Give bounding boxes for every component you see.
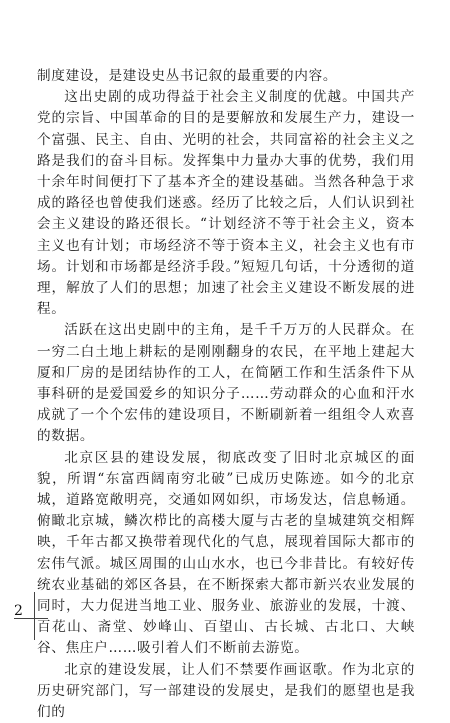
- paragraph-2: 这出史剧的成功得益于社会主义制度的优越。中国共产党的宗旨、中国革命的目的是要解放和发展生产力，建设一个富强、民主、自由、光明的社会，共同富裕的社会主义之路是我们的奋斗目标。发挥集中力量办大事的优势，我们用十余年时间便打下了基本齐全的建设基础。当然各种急于求成的路径也曾使我们迷惑。经历了比较之后，人们认识到社会主义建设的路还很长。“计划经济不等于社会主义，资本主义也有计划；市场经济不等于资本主义，社会主义也有市场。计划和市场都是经济手段。”短短几句话，十分透彻的道理，解放了人们的思想；加速了社会主义建设不断发展的进程。: [37, 89, 415, 318]
- paragraph-1: 制度建设，是建设史丛书记叙的最重要的内容。: [37, 68, 338, 84]
- crop-mark-vertical: [34, 592, 35, 640]
- paragraph-5: 北京的建设发展，让人们不禁要作画讴歌。作为北京的历史研究部门，写一部建设的发展史，是我们的愿望也是我们的: [37, 661, 415, 721]
- body-text: [37, 66, 415, 723]
- paragraph-3: 活跃在这出史剧中的主角，是千千万万的人民群众。在一穷二白土地上耕耘的是刚刚翻身的农民，在平地上建起大厦和厂房的是团结协作的工人，在简陋工作和生活条件下从事科研的是爱国爱乡的知识分子……劳动群众的心血和汗水成就了一个个宏伟的建设项目，不断刷新着一组组令人欢喜的数据。: [37, 322, 415, 445]
- paragraph-4: 北京区县的建设发展，彻底改变了旧时北京城区的面貌，所谓“东富西阔南穷北破”已成历史陈迹。如今的北京城，道路宽敞明亮，交通如网如织，市场发达，信息畅通。俯瞰北京城，鳞次栉比的高楼大厦与古老的皇城建筑交相辉映，千年古都又换带着现代化的气息，展现着国际大都市的宏伟气派。城区周围的山山水水，也已今非昔比。有较好传统农业基础的郊区各县，在不断探索大都市新兴农业发展的同时，大力促进当地工业、服务业、旅游业的发展，十渡、百花山、斋堂、妙峰山、百望山、古长城、古北口、大峡谷、焦庄户……吸引着人们不断前去游览。: [37, 449, 415, 657]
- page-number: 2: [14, 603, 23, 619]
